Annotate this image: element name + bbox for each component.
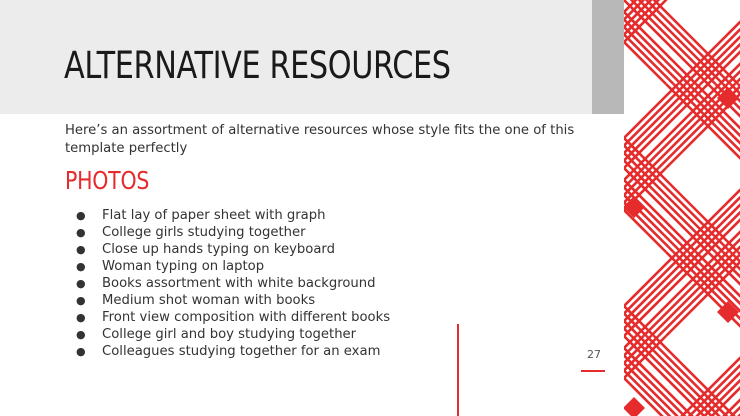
list-item-text: College girl and boy studying together [102, 327, 357, 342]
list-item-text: Flat lay of paper sheet with graph [102, 208, 326, 223]
list-item-text: Close up hands typing on keyboard [102, 242, 335, 257]
section-heading-photos: PHOTOS [65, 166, 150, 195]
page-number-underline [581, 370, 605, 372]
bullet-icon: ● [76, 328, 86, 341]
list-item-text: Medium shot woman with books [102, 293, 316, 308]
bullet-icon: ● [76, 311, 86, 324]
decorative-pattern [624, 0, 740, 416]
list-item-text: Books assortment with white background [102, 276, 376, 291]
page-number: 27 [587, 348, 601, 361]
bullet-icon: ● [76, 294, 86, 307]
intro-text: Here’s an assortment of alternative resources whose style fits the one of this template perfectly [65, 123, 575, 156]
list-item-text: Colleagues studying together for an exam [102, 344, 381, 359]
slide-title: ALTERNATIVE RESOURCES [64, 44, 451, 87]
header-gray-block [592, 0, 624, 114]
list-item-text: Woman typing on laptop [102, 259, 265, 274]
bullet-icon: ● [76, 277, 86, 290]
bullet-icon: ● [76, 345, 86, 358]
diamond-shape [624, 397, 645, 416]
list-item-text: College girls studying together [102, 225, 306, 240]
bullet-icon: ● [76, 209, 86, 222]
accent-vertical-line [457, 324, 459, 416]
bullet-icon: ● [76, 243, 86, 256]
bullet-icon: ● [76, 226, 86, 239]
diamond-shape [717, 301, 739, 323]
bullet-icon: ● [76, 260, 86, 273]
list-item-text: Front view composition with different books [102, 310, 391, 325]
